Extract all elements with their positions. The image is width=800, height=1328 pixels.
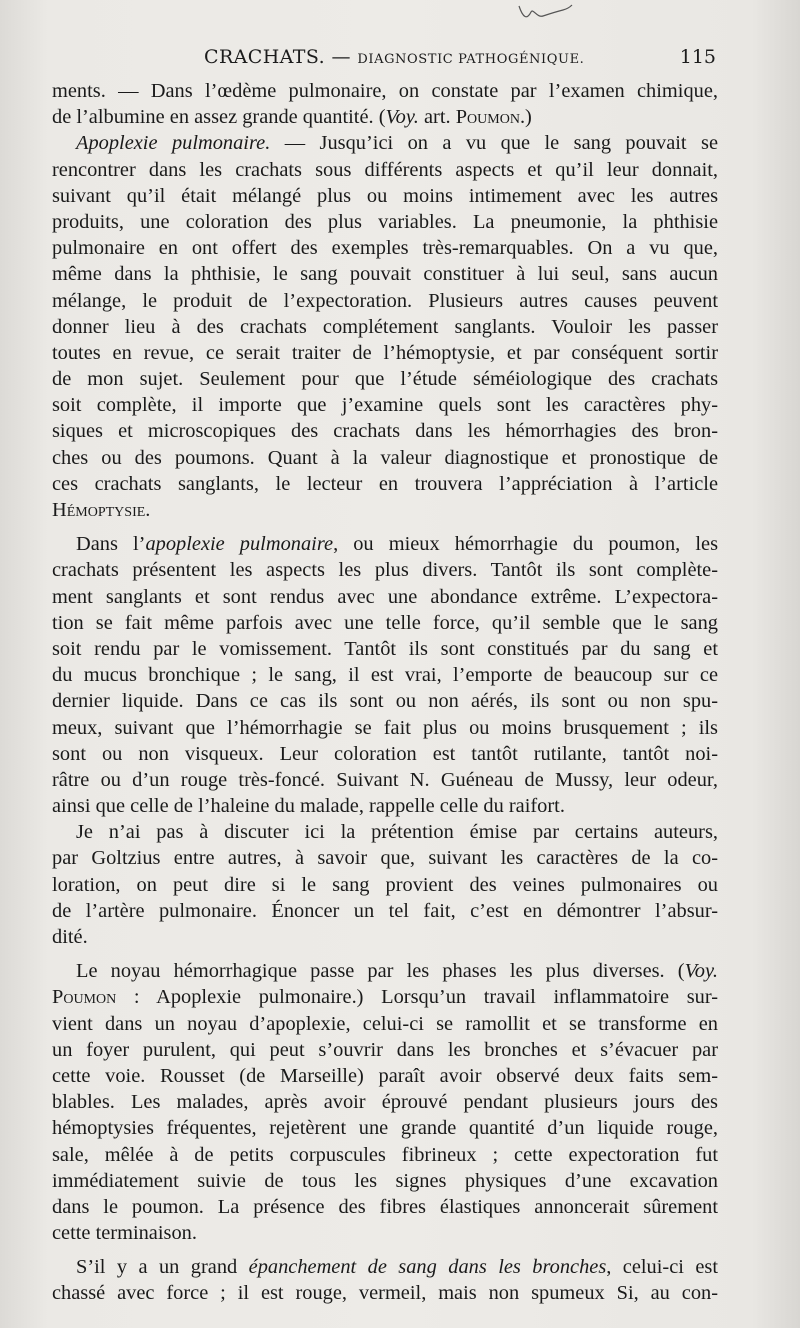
- text-line: toutes en revue, ce serait traiter de l’hémoptysie, et par conséquent sortir: [52, 341, 718, 364]
- text-line: tion se fait même parfois avec une telle force, qu’il semble que le sang: [52, 611, 718, 634]
- text-line: suivant qu’il était mélangé plus ou moins intimement avec les autres: [52, 184, 718, 207]
- text-line: ches ou des poumons. Quant à la valeur diagnostique et pronostique de: [52, 446, 718, 469]
- text-line: Apoplexie pulmonaire. — Jusqu’ici on a vu que le sang pouvait se: [76, 132, 719, 155]
- text-line: ces crachats sanglants, le lecteur en trouvera l’appréciation à l’article: [52, 472, 718, 495]
- text-line: de l’albumine en assez grande quantité. (Voy. art. Poumon.): [52, 106, 532, 129]
- text-line: siques et microscopiques des crachats dans les hémorrhagies des bron-: [52, 420, 718, 443]
- text-line: Le noyau hémorrhagique passe par les phases les plus diverses. (Voy.: [76, 960, 718, 983]
- text-line: chassé avec force ; il est rouge, vermeil, mais non spumeux Si, au con-: [52, 1282, 718, 1305]
- text-line: un foyer purulent, qui peut s’ouvrir dans les bronches et s’évacuer par: [52, 1038, 718, 1061]
- text-line: mélange, le produit de l’expectoration. Plusieurs autres causes peuvent: [52, 289, 718, 312]
- text-line: ments. — Dans l’œdème pulmonaire, on constate par l’examen chimique,: [52, 80, 718, 102]
- text-line: meux, suivant que l’hémorrhagie se fait plus ou moins brusquement ; ils: [52, 716, 718, 739]
- text-line: ment sanglants et sont rendus avec une abondance extrême. L’expectora-: [52, 585, 718, 608]
- text-line: hémoptysies fréquentes, rejetèrent une grande quantité d’un liquide rouge,: [52, 1117, 718, 1140]
- text-line: blables. Les malades, après avoir éprouvé pendant plusieurs jours des: [52, 1091, 718, 1114]
- page-number: 115: [679, 46, 716, 68]
- text-line: Dans l’apoplexie pulmonaire, ou mieux hémorrhagie du poumon, les: [76, 533, 719, 556]
- text-line: sont ou non visqueux. Leur coloration est tantôt rutilante, tantôt noi-: [52, 742, 718, 765]
- text-line: immédiatement suivie de tous les signes physiques d’une excavation: [52, 1169, 718, 1192]
- text-line: Poumon : Apoplexie pulmonaire.) Lorsqu’un travail inflammatoire sur-: [52, 986, 718, 1009]
- running-header: [52, 44, 716, 74]
- text-line: produits, une coloration des plus variables. La pneumonie, la phthisie: [52, 210, 718, 233]
- text-line: de l’artère pulmonaire. Énoncer un tel fait, c’est en démontrer l’absur-: [52, 899, 718, 922]
- running-subtitle: DIAGNOSTIC PATHOGÉNIQUE.: [357, 52, 585, 67]
- text-line: soit rendu par le vomissement. Tantôt ils sont constitués par du sang et: [52, 637, 718, 660]
- text-line: du mucus bronchique ; le sang, il est vrai, l’emporte de beaucoup sur ce: [52, 664, 718, 687]
- running-title: CRACHATS. — DIAGNOSTIC PATHOGÉNIQUE.: [204, 46, 585, 68]
- text-line: donner lieu à des crachats complétement sanglants. Vouloir les passer: [52, 315, 718, 338]
- text-line: dernier liquide. Dans ce cas ils sont ou non aérés, ils sont ou non spu-: [52, 690, 718, 713]
- text-line: dité.: [52, 926, 88, 948]
- text-line: crachats présentent les aspects les plus divers. Tantôt ils sont complète-: [52, 559, 718, 582]
- pencil-mark: [515, 2, 575, 24]
- body-text: [52, 78, 718, 1307]
- text-line: cette voie. Rousset (de Marseille) paraît avoir observé deux faits sem-: [52, 1064, 718, 1087]
- text-line: dans le poumon. La présence des fibres élastiques annoncerait sûrement: [52, 1195, 718, 1218]
- text-line: rencontrer dans les crachats sous différents aspects et qu’il leur donnait,: [52, 158, 718, 181]
- text-line: vient dans un noyau d’apoplexie, celui-ci se ramollit et se transforme en: [52, 1012, 718, 1035]
- text-line: Hémoptysie.: [52, 499, 151, 521]
- text-line: cette terminaison.: [52, 1222, 197, 1245]
- text-line: de mon sujet. Seulement pour que l’étude séméiologique des crachats: [52, 368, 718, 391]
- text-line: S’il y a un grand épanchement de sang dans les bronches, celui-ci est: [76, 1256, 718, 1279]
- text-line: Je n’ai pas à discuter ici la prétention émise par certains auteurs,: [76, 821, 718, 844]
- text-line: par Goltzius entre autres, à savoir que, suivant les caractères de la co-: [52, 847, 718, 870]
- text-line: ainsi que celle de l’haleine du malade, rappelle celle du raifort.: [52, 795, 565, 818]
- text-line: sale, mêlée à de petits corpuscules fibrineux ; cette expectoration fut: [52, 1143, 718, 1166]
- text-line: râtre ou d’un rouge très-foncé. Suivant N. Guéneau de Mussy, leur odeur,: [52, 768, 718, 791]
- text-line: même dans la phthisie, le sang pouvait constituer à lui seul, sans aucun: [52, 263, 718, 286]
- text-line: loration, on peut dire si le sang provient des veines pulmonaires ou: [52, 873, 718, 896]
- text-line: pulmonaire en ont offert des exemples très-remarquables. On a vu que,: [52, 237, 718, 260]
- text-line: soit complète, il importe que j’examine quels sont les caractères phy-: [52, 394, 718, 417]
